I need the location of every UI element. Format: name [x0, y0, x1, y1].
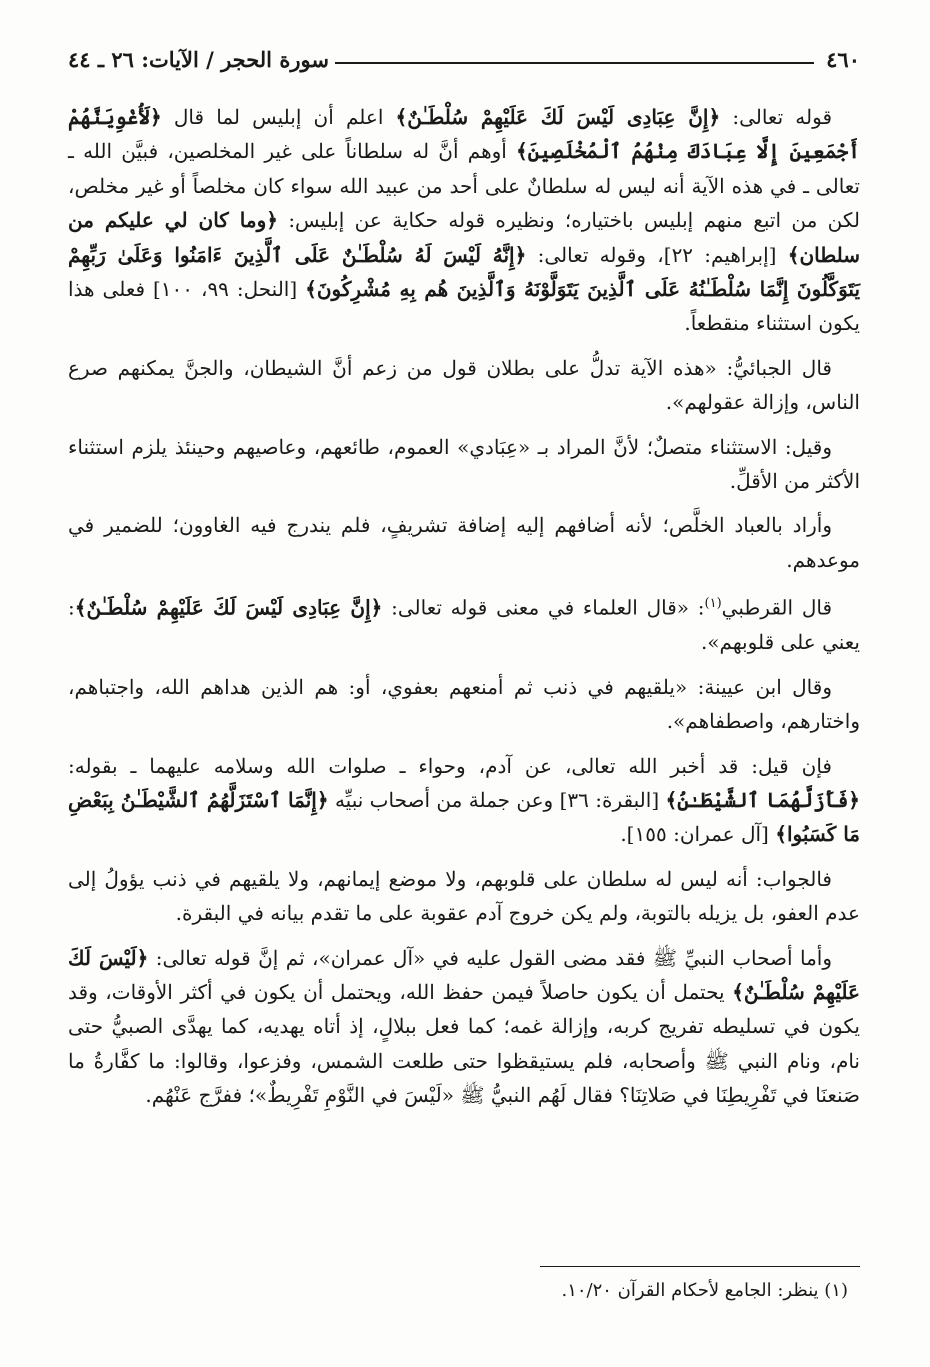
text-segment: يحتمل أن يكون حاصلاً فيمن حفظ الله، ويحتمل أن يكون في أكثر الأوقات، وقد يكون في تسليطه تفريج كربه، وإزالة غمه؛ كما فعل ببلالٍ، إذ أتاه يهديه، كما يهدَّى الصبيُّ حتى نام، ونام النبي ﷺ وأصحابه، فلم يستيقظوا حتى طلعت الشمس، وفزعوا، وقالوا: ما كفَّارةُ ما صَنعنَا في تَفْرِيطِنَا في صَلاتِنَا؟ فقال لَهُم النبيُّ ﷺ «لَيْسَ في النَّوْمِ تَفْرِيطٌ»؛ ففرَّج عَنْهُم. [68, 980, 860, 1108]
text-segment: [النحل: ٩٩، ١٠٠] فعلى هذا يكون استثناء منقطعاً. [68, 277, 860, 336]
text-segment: فالجواب: أنه ليس له سلطان على قلوبهم، ولا موضع إيمانهم، ولا يلقيهم في ذنب يؤولُ إلى عدم العفو، بل يزيله بالتوبة، ولم يكن خروج آدم عقوبة على ما تقدم بيانه في البقرة. [68, 866, 860, 926]
text-segment: [آل عمران: ١٥٥]. [620, 822, 776, 847]
footnote-ref: (١) [704, 596, 722, 612]
text-segment: : يعني على قلوبهم». [68, 595, 860, 655]
text-segment: وأما أصحاب النبيِّ ﷺ فقد مضى القول عليه في «آل عمران»، ثم إنَّ قوله تعالى: [148, 945, 833, 970]
paragraph [68, 508, 860, 577]
paragraph [68, 749, 860, 852]
text-segment: أوهم أنَّ له سلطاناً على غير المخلصين، فبيَّن الله ـ تعالى ـ في هذه الآية أنه ليس له سلطانٌ على أحد من عبيد الله سواء كان مخلصاً أو غير مخلص، لكن من اتبع منهم إبليس باختياره؛ ونظيره قوله حكاية عن إبليس: [68, 139, 861, 233]
header-rule [335, 62, 814, 64]
quran-verse: ﴿لَأُغْوِيَنَّهُمْ أَجْمَعِينَ إِلَّا عِبَادَكَ مِنْهُمُ ٱلْمُخْلَصِينَ﴾ [68, 105, 860, 164]
text-segment: [إبراهيم: ٢٢]، وقوله تعالى: [526, 242, 788, 267]
surah-title: سورة الحجر / الآيات: ٢٦ ـ ٤٤ [68, 47, 329, 72]
paragraph [68, 430, 860, 499]
footnote: (١) ينظر: الجامع لأحكام القرآن ١٠/٢٠. [561, 1280, 848, 1301]
paragraph [68, 351, 860, 420]
page-header [68, 38, 860, 72]
text-segment: قوله تعالى: [720, 105, 833, 129]
text-segment: : «قال العلماء في معنى قوله تعالى: [382, 595, 705, 620]
quran-verse: ﴿لَيْسَ لَكَ عَلَيْهِمْ سُلْطَـٰنٌ﴾ [68, 945, 860, 1004]
footnote-divider [540, 1266, 860, 1267]
text-segment: فإن قيل: قد أخبر الله تعالى، عن آدم، وحواء ـ صلوات الله وسلامه عليهما ـ بقوله: [68, 753, 832, 778]
quran-verse: ﴿إِنَّ عِبَادِى لَيْسَ لَكَ عَلَيْهِمْ سُلْطَـٰنٌ﴾ [395, 105, 721, 129]
page-number: ٤٦٠ [826, 47, 860, 72]
text-segment: وأراد بالعباد الخلَّص؛ لأنه أضافهم إليه إضافة تشريفٍ، فلم يندرج فيه الغاوون؛ للضمير في موعدهم. [68, 513, 860, 572]
paragraph [68, 670, 860, 739]
text-segment: وقال ابن عيينة: «يلقيهم في ذنب ثم أمنعهم بعفوي، أو: هم الذين هداهم الله، واجتباهم، واختارهم، واصطفاهم». [68, 674, 860, 734]
body-text [68, 100, 860, 1123]
text-segment: اعلم أن إبليس لما قال [161, 105, 396, 129]
text-segment: [البقرة: ٣٦] وعن جملة من أصحاب نبيِّه [328, 787, 666, 812]
paragraph [68, 941, 860, 1113]
paragraph [68, 100, 860, 341]
paragraph [68, 862, 860, 931]
paragraph [68, 587, 860, 659]
text-segment: قال الجبائيُّ: «هذه الآية تدلُّ على بطلان قول من زعم أنَّ الشيطان، والجنَّ يمكنهم صرع الناس، وإزالة عقولهم». [68, 355, 860, 415]
quran-verse: ﴿فَأَزَلَّهُمَا ٱلشَّيْطَـٰنُ﴾ [665, 787, 861, 812]
text-segment: وقيل: الاستثناء متصلٌ؛ لأنَّ المراد بـ «عِبَادي» العموم، طائعهم، وعاصيهم وحينئذ يلزم استثناء الأكثر من الأقلِّ. [68, 434, 860, 494]
text-segment: قال القرطبي [721, 595, 833, 620]
quran-verse: ﴿وما كان لي عليكم من سلطان﴾ [68, 208, 861, 267]
quran-verse: ﴿إِنَّمَا ٱسْتَزَلَّهُمُ ٱلشَّيْطَـٰنُ بِبَعْضِ مَا كَسَبُوا﴾ [68, 787, 860, 847]
quran-verse: ﴿إِنَّ عِبَادِى لَيْسَ لَكَ عَلَيْهِمْ سُلْطَـٰنٌ﴾ [74, 595, 383, 620]
quran-verse: ﴿إِنَّهُ لَيْسَ لَهُ سُلْطَـٰنٌ عَلَى ٱلَّذِينَ ءَامَنُوا وَعَلَىٰ رَبِّهِمْ يَتَوَكَّلُونَ إِنَّمَا سُلْطَـٰنُهُ عَلَى ٱلَّذِينَ يَتَوَلَّوْنَهُ وَٱلَّذِينَ هُم بِهِ مُشْرِكُونَ﴾ [68, 242, 861, 302]
